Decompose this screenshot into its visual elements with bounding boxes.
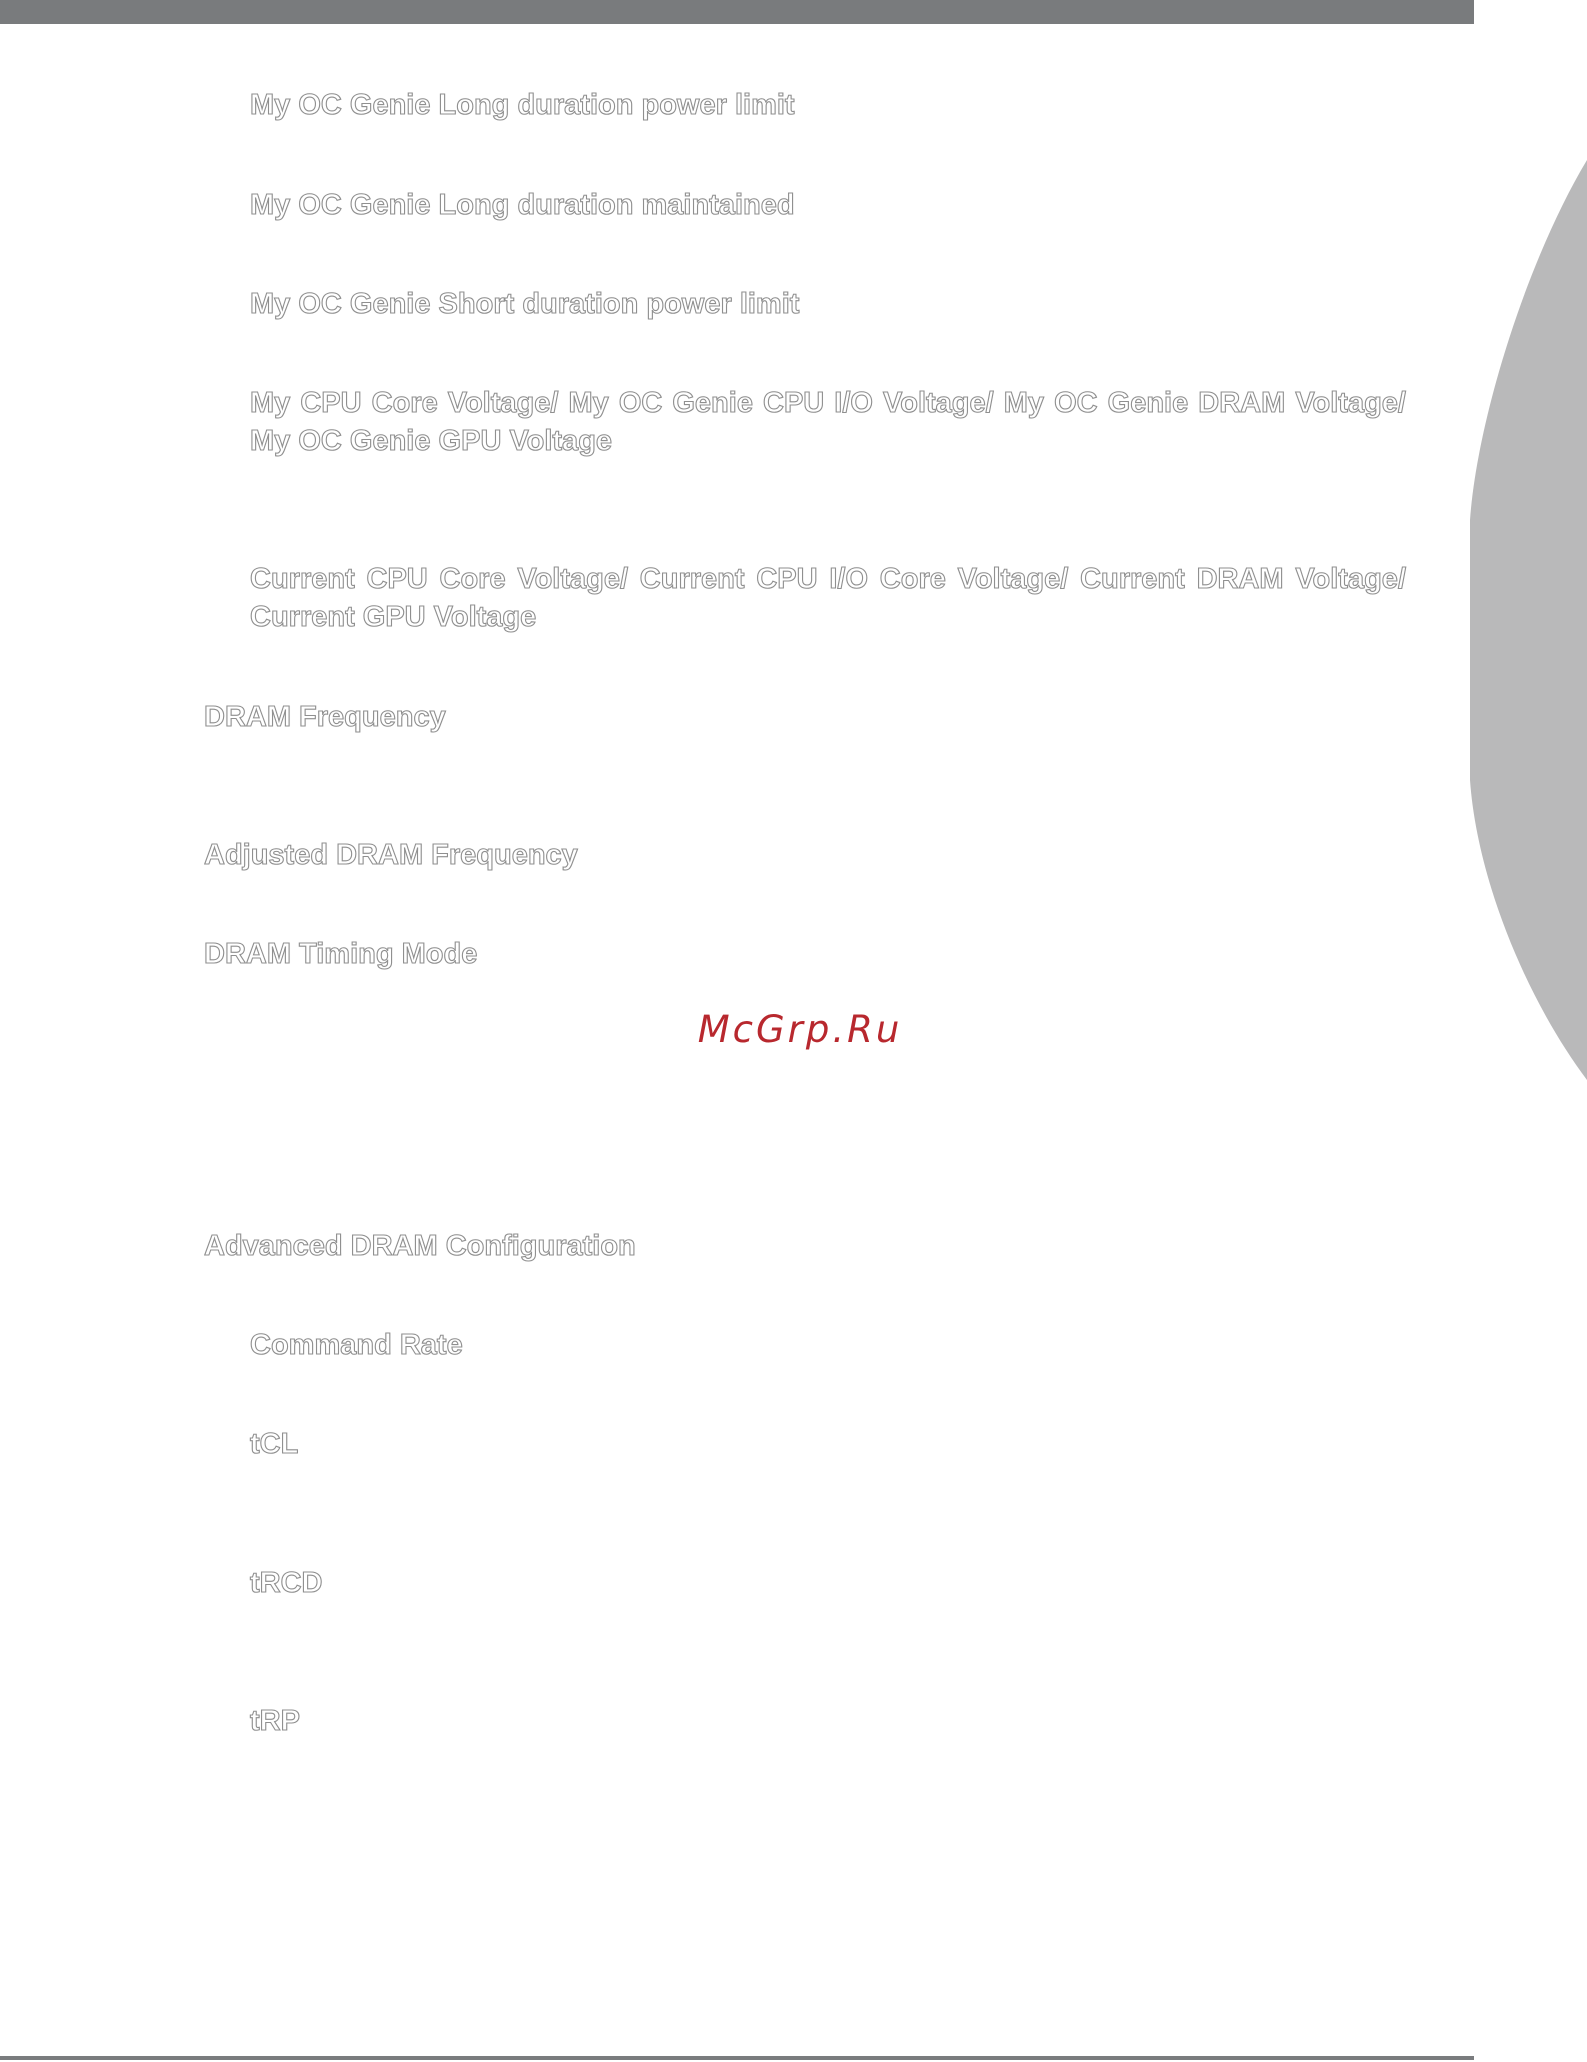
setting-advanced-dram-configuration: Advanced DRAM Configuration — [204, 1230, 636, 1262]
setting-oc-genie-voltages: My CPU Core Voltage/ My OC Genie CPU I/O Voltage/ My OC Genie DRAM Voltage/ My OC Genie GPU Voltage — [250, 387, 1406, 457]
watermark: McGrp.Ru — [697, 1008, 903, 1051]
setting-long-duration-power-limit: My OC Genie Long duration power limit — [250, 89, 795, 121]
setting-trcd: tRCD — [250, 1567, 323, 1599]
footer-rule — [0, 2056, 1474, 2060]
setting-command-rate: Command Rate — [250, 1329, 463, 1361]
setting-trp: tRP — [250, 1705, 300, 1737]
setting-current-voltages: Current CPU Core Voltage/ Current CPU I/O Core Voltage/ Current DRAM Voltage/ Current GPU Voltage — [250, 563, 1406, 633]
setting-dram-frequency: DRAM Frequency — [204, 701, 446, 733]
setting-adjusted-dram-frequency: Adjusted DRAM Frequency — [204, 839, 578, 871]
header-bar — [0, 0, 1474, 24]
setting-short-duration-power-limit: My OC Genie Short duration power limit — [250, 288, 800, 320]
setting-dram-timing-mode: DRAM Timing Mode — [204, 938, 478, 970]
setting-long-duration-maintained: My OC Genie Long duration maintained — [250, 189, 795, 221]
setting-tcl: tCL — [250, 1428, 299, 1460]
